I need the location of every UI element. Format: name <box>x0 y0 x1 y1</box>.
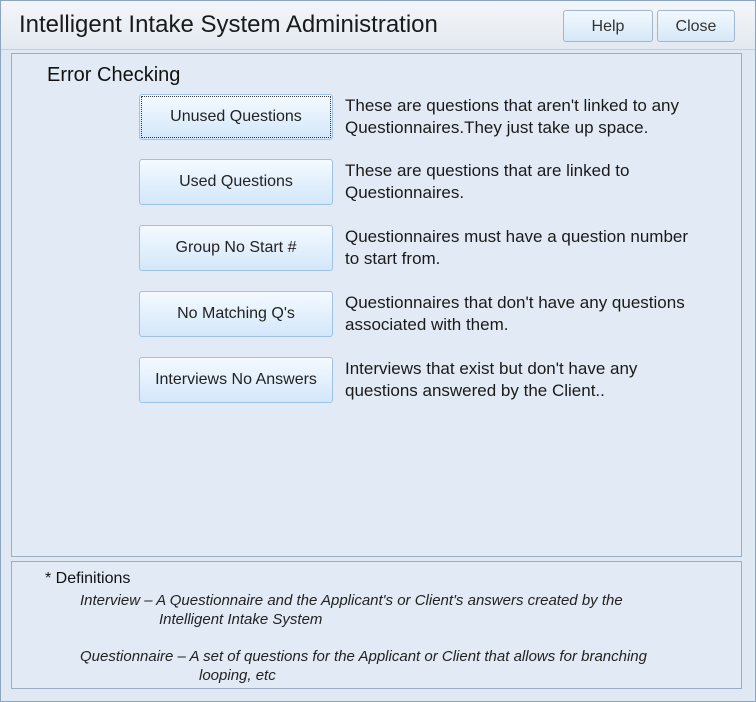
group-no-start-button[interactable]: Group No Start # <box>139 225 333 271</box>
description-line: Questionnaires. <box>345 183 465 202</box>
interviews-no-answers-button[interactable]: Interviews No Answers <box>139 357 333 403</box>
section-heading: Error Checking <box>47 64 181 86</box>
error-checking-panel <box>11 53 742 557</box>
help-button[interactable]: Help <box>563 10 653 42</box>
description-line: Questionnaires that don't have any questions <box>345 293 685 312</box>
description-line: questions answered by the Client.. <box>345 381 605 400</box>
description-line: These are questions that are linked to <box>345 161 630 180</box>
interview-definition-cont: Intelligent Intake System <box>159 611 323 628</box>
description-line: associated with them. <box>345 315 509 334</box>
title-bar <box>1 1 755 50</box>
description-line: These are questions that aren't linked to any <box>345 96 680 115</box>
description-line: Questionnaires must have a question number <box>345 227 689 246</box>
description-line: to start from. <box>345 249 441 268</box>
questionnaire-definition: Questionnaire – A set of questions for the Applicant or Client that allows for branching <box>80 648 647 665</box>
used-questions-description <box>345 160 725 204</box>
unused-questions-button[interactable]: Unused Questions <box>139 94 333 140</box>
window-title: Intelligent Intake System Administration <box>19 11 438 38</box>
used-questions-button[interactable]: Used Questions <box>139 159 333 205</box>
interview-definition: Interview – A Questionnaire and the Applicant's or Client's answers created by the <box>80 592 623 609</box>
definitions-panel <box>11 561 742 689</box>
questionnaire-definition-cont: looping, etc <box>199 667 276 684</box>
group-no-start-description <box>345 226 725 270</box>
no-matching-qs-description <box>345 292 725 336</box>
description-line: Questionnaires.They just take up space. <box>345 118 649 137</box>
interviews-no-answers-description <box>345 358 725 402</box>
unused-questions-description <box>345 95 725 139</box>
no-matching-qs-button[interactable]: No Matching Q's <box>139 291 333 337</box>
description-line: Interviews that exist but don't have any <box>345 359 638 378</box>
definitions-heading: * Definitions <box>45 570 131 587</box>
close-button[interactable]: Close <box>657 10 735 42</box>
